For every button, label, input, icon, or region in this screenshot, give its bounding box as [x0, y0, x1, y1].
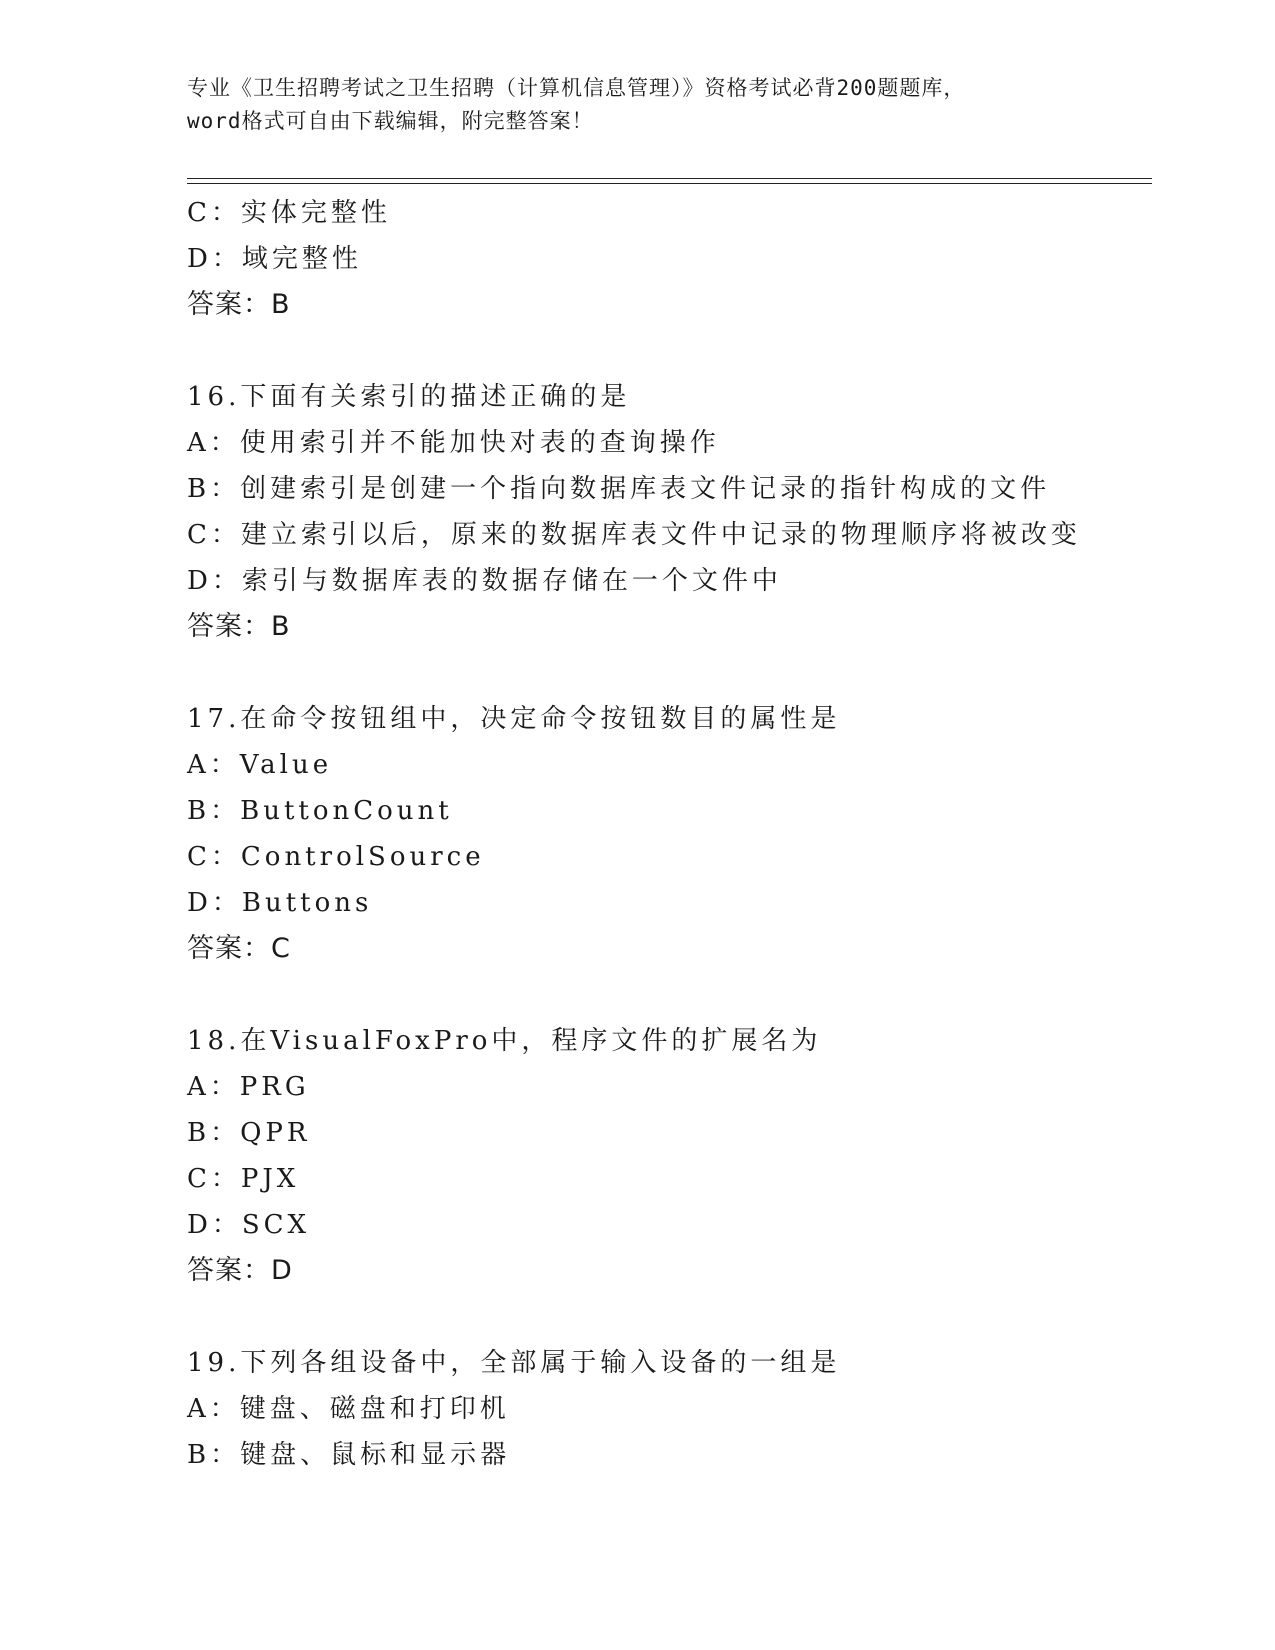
question-stem: 18.在VisualFoxPro中，程序文件的扩展名为	[187, 1026, 822, 1056]
header-title-line-2: word格式可自由下载编辑，附完整答案！	[187, 109, 594, 133]
question-spacer	[187, 972, 1167, 1018]
answer-option: B：创建索引是创建一个指向数据库表文件记录的指针构成的文件	[187, 474, 1051, 504]
answer-option: D：索引与数据库表的数据存储在一个文件中	[187, 566, 782, 596]
question-list	[187, 190, 1167, 1478]
answer-option: D：SCX	[187, 1210, 311, 1240]
answer-line: 答案：D	[187, 1255, 293, 1286]
header-divider-bottom	[187, 183, 1152, 184]
answer-option: C：建立索引以后，原来的数据库表文件中记录的物理顺序将被改变	[187, 520, 1081, 550]
answer-option: C：PJX	[187, 1164, 300, 1194]
question-stem: 16.下面有关索引的描述正确的是	[187, 382, 631, 412]
question-spacer	[187, 650, 1167, 696]
answer-line: 答案：B	[187, 611, 291, 642]
document-header	[187, 72, 1087, 138]
question-spacer	[187, 328, 1167, 374]
answer-line: 答案：B	[187, 289, 291, 320]
answer-option: B：ButtonCount	[187, 796, 453, 826]
header-divider-top	[187, 178, 1152, 179]
answer-line: 答案：C	[187, 933, 291, 964]
answer-option: D：域完整性	[187, 244, 362, 274]
answer-option: D：Buttons	[187, 888, 373, 918]
answer-option: A：使用索引并不能加快对表的查询操作	[187, 428, 720, 458]
answer-option: B：键盘、鼠标和显示器	[187, 1440, 511, 1470]
question-spacer	[187, 1294, 1167, 1340]
header-title-line-1: 专业《卫生招聘考试之卫生招聘（计算机信息管理）》资格考试必背200题题库，	[187, 76, 966, 100]
question-stem: 19.下列各组设备中，全部属于输入设备的一组是	[187, 1348, 841, 1378]
answer-option: B：QPR	[187, 1118, 311, 1148]
answer-option: C：ControlSource	[187, 842, 485, 872]
answer-option: A：PRG	[187, 1072, 310, 1102]
answer-option: C：实体完整性	[187, 198, 391, 228]
answer-option: A：Value	[187, 750, 333, 780]
answer-option: A：键盘、磁盘和打印机	[187, 1394, 510, 1424]
question-stem: 17.在命令按钮组中，决定命令按钮数目的属性是	[187, 704, 841, 734]
